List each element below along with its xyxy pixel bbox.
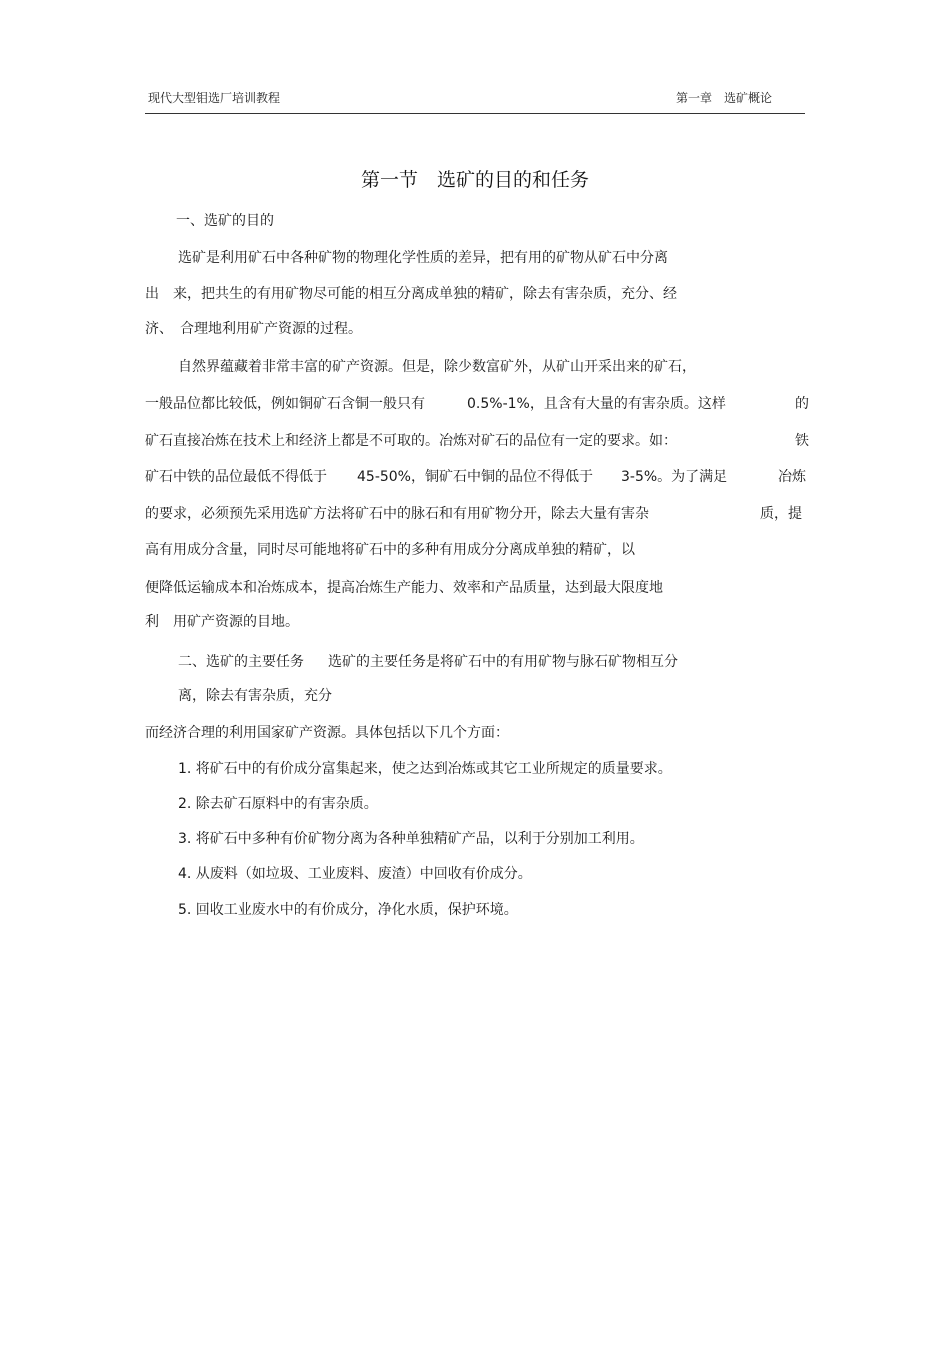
- para1-line3: 济、 合理地利用矿产资源的过程。: [145, 321, 362, 337]
- para2-line1: 自然界蕴藏着非常丰富的矿产资源。但是，除少数富矿外，从矿山开采出来的矿石，: [178, 359, 696, 375]
- para2-line2-tail: 的: [795, 396, 809, 412]
- section-title: 第一节 选矿的目的和任务: [360, 169, 589, 191]
- para2-line4-tail: 冶炼: [778, 469, 806, 485]
- tasks-line2: 离，除去有害杂质，充分: [178, 688, 332, 704]
- para2-line3: 矿石直接冶炼在技术上和经济上都是不可取的。冶炼对矿石的品位有一定的要求。如：: [145, 433, 677, 449]
- para1-line2: 出 来，把共生的有用矿物尽可能的相互分离成单独的精矿，除去有害杂质，充分、经: [145, 286, 677, 302]
- para2-line6: 高有用成分含量，同时尽可能地将矿石中的多种有用成分分离成单独的精矿，以: [145, 542, 635, 558]
- task-list-item: 4. 从废料（如垃圾、工业废料、废渣）中回收有价成分。: [178, 866, 532, 882]
- para2-line4-text-c: 3-5%。为了满足: [620, 469, 728, 485]
- para2-line3-tail: 铁: [795, 433, 809, 449]
- para2-line5: 的要求，必须预先采用选矿方法将矿石中的脉石和有用矿物分开，除去大量有害杂: [145, 506, 649, 522]
- para2-line4-text-b: 45-50%，铜矿石中铜的品位不得低于: [357, 469, 593, 485]
- task-list-item: 1. 将矿石中的有价成分富集起来，使之达到冶炼或其它工业所规定的质量要求。: [178, 761, 672, 777]
- task-list-item: 3. 将矿石中多种有价矿物分离为各种单独精矿产品，以利于分别加工利用。: [178, 831, 644, 847]
- para2-line2: [145, 395, 726, 413]
- header-divider: [145, 113, 805, 114]
- tasks-line3: 而经济合理的利用国家矿产资源。具体包括以下几个方面：: [145, 725, 509, 741]
- tasks-line1: 选矿的主要任务是将矿石中的有用矿物与脉石矿物相互分: [328, 654, 678, 670]
- running-header-chapter: 第一章 选矿概论: [676, 91, 773, 105]
- para1-line1: 选矿是利用矿石中各种矿物的物理化学性质的差异，把有用的矿物从矿石中分离: [178, 250, 668, 266]
- para2-line2-text-a: 一般品位都比较低，例如铜矿石含铜一般只有: [145, 396, 425, 412]
- subheading-tasks: [178, 653, 678, 671]
- para2-line4-text-a: 矿石中铁的品位最低不得低于: [145, 469, 327, 485]
- para2-line7: 便降低运输成本和冶炼成本，提高冶炼生产能力、效率和产品质量，达到最大限度地: [145, 580, 663, 596]
- para2-line5-tail: 质，提: [760, 506, 802, 522]
- task-list-item: 2. 除去矿石原料中的有害杂质。: [178, 796, 378, 812]
- para2-line8: 利 用矿产资源的目地。: [145, 614, 299, 630]
- subheading-purpose: 一、选矿的目的: [176, 213, 274, 229]
- subheading-tasks-label: 二、选矿的主要任务: [178, 654, 304, 670]
- para2-line4: [145, 468, 727, 486]
- running-header-title: 现代大型钼选厂培训教程: [148, 91, 281, 105]
- task-list-item: 5. 回收工业废水中的有价成分，净化水质，保护环境。: [178, 902, 518, 918]
- para2-line2-text-b: 0.5%-1%，且含有大量的有害杂质。这样: [467, 396, 726, 412]
